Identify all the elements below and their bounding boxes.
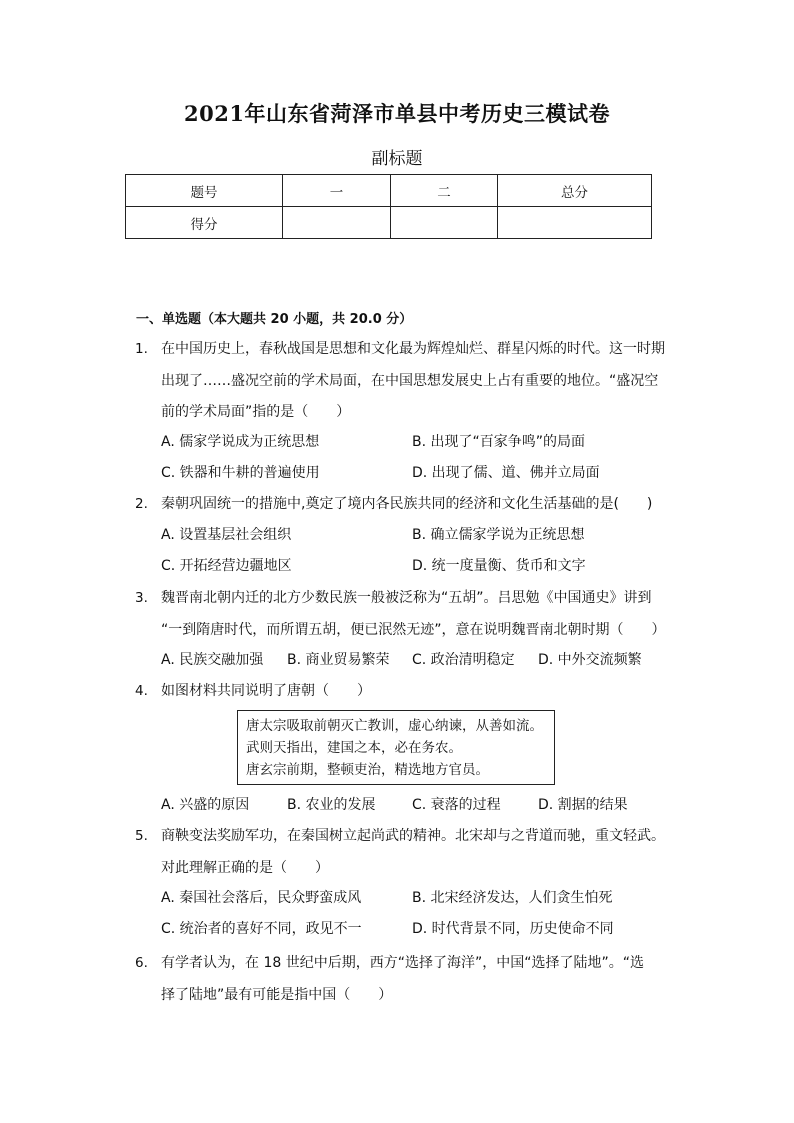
question-line: 秦朝巩固统一的措施中,奠定了境内各民族共同的经济和文化生活基础的是( ) bbox=[161, 496, 653, 512]
question-line: 商鞅变法奖励军功，在秦国树立起尚武的精神。北宋却与之背道而驰，重文轻武。 bbox=[161, 828, 665, 844]
option-b: B. 确立儒家学说为正统思想 bbox=[412, 527, 585, 543]
question-stem bbox=[161, 948, 671, 1011]
material-line: 唐玄宗前期，整顿吏治，精选地方官员。 bbox=[246, 762, 489, 778]
option-a: A. 秦国社会落后，民众野蛮成风 bbox=[161, 890, 362, 906]
score-cell-part-1 bbox=[283, 207, 391, 239]
question-line: 在中国历史上，春秋战国是思想和文化最为辉煌灿烂、群星闪烁的时代。这一时期 bbox=[161, 341, 665, 357]
option-a: A. 民族交融加强 bbox=[161, 652, 264, 668]
option-d: D. 出现了儒、道、佛并立局面 bbox=[412, 465, 600, 481]
option-c: C. 铁器和牛耕的普遍使用 bbox=[161, 465, 320, 481]
question-line: 前的学术局面”指的是（ ） bbox=[161, 404, 351, 420]
option-b: B. 北宋经济发达，人们贪生怕死 bbox=[412, 890, 613, 906]
exam-subtitle: 副标题 bbox=[371, 149, 423, 169]
option-b: B. 出现了“百家争鸣”的局面 bbox=[412, 434, 586, 450]
option-b: B. 商业贸易繁荣 bbox=[287, 652, 390, 668]
section-heading: 一、单选题（本大题共 20 小题，共 20.0 分） bbox=[136, 312, 413, 327]
option-c: C. 衰落的过程 bbox=[412, 797, 501, 813]
question-number: 1. bbox=[135, 341, 148, 357]
option-d: D. 割据的结果 bbox=[538, 797, 628, 813]
question-line: 对此理解正确的是（ ） bbox=[161, 859, 329, 876]
question-line: “一到隋唐时代，而所谓五胡，便已泯然无迹”，意在说明魏晋南北朝时期（ ） bbox=[161, 621, 666, 638]
material-line: 武则天指出，建国之本，必在务农。 bbox=[246, 740, 462, 756]
option-d: D. 时代背景不同，历史使命不同 bbox=[412, 921, 614, 937]
option-d: D. 中外交流频繁 bbox=[538, 652, 642, 668]
score-header-total: 总分 bbox=[498, 175, 652, 207]
score-cell-total bbox=[498, 207, 652, 239]
question-number: 6. bbox=[135, 955, 148, 971]
option-c: C. 统治者的喜好不同，政见不一 bbox=[161, 921, 362, 937]
question-number: 4. bbox=[135, 683, 148, 699]
score-table bbox=[125, 174, 652, 239]
option-a: A. 设置基层社会组织 bbox=[161, 527, 292, 543]
question-line: 出现了……盛况空前的学术局面，在中国思想发展史上占有重要的地位。“盛况空 bbox=[161, 372, 659, 389]
material-box bbox=[237, 710, 555, 785]
question-line: 如图材料共同说明了唐朝（ ） bbox=[161, 683, 371, 699]
score-row-label: 得分 bbox=[126, 207, 283, 239]
score-table-score-row bbox=[126, 207, 652, 239]
option-a: A. 兴盛的原因 bbox=[161, 797, 250, 813]
question-stem bbox=[161, 676, 671, 708]
question-stem bbox=[161, 583, 671, 646]
material-line: 唐太宗吸取前朝灭亡教训，虚心纳谏，从善如流。 bbox=[246, 718, 543, 734]
exam-title: 2021年山东省菏泽市单县中考历史三模试卷 bbox=[184, 101, 610, 126]
question-stem bbox=[161, 489, 671, 521]
question-line: 择了陆地”最有可能是指中国（ ） bbox=[161, 986, 393, 1003]
score-table-header-row bbox=[126, 175, 652, 207]
score-header-part-1: 一 bbox=[283, 175, 391, 207]
option-c: C. 政治清明稳定 bbox=[412, 652, 515, 668]
option-c: C. 开拓经营边疆地区 bbox=[161, 558, 292, 574]
score-header-part-2: 二 bbox=[391, 175, 498, 207]
question-number: 2. bbox=[135, 496, 148, 512]
score-header-question-no: 题号 bbox=[126, 175, 283, 207]
question-number: 5. bbox=[135, 828, 148, 844]
question-stem bbox=[161, 334, 671, 429]
question-line: 魏晋南北朝内迁的北方少数民族一般被泛称为“五胡”。吕思勉《中国通史》讲到 bbox=[161, 590, 652, 606]
option-a: A. 儒家学说成为正统思想 bbox=[161, 434, 320, 450]
question-stem bbox=[161, 821, 671, 884]
question-line: 有学者认为，在 18 世纪中后期，西方“选择了海洋”，中国“选择了陆地”。“选 bbox=[161, 955, 644, 971]
question-number: 3. bbox=[135, 590, 148, 606]
score-cell-part-2 bbox=[391, 207, 498, 239]
option-b: B. 农业的发展 bbox=[287, 797, 376, 813]
option-d: D. 统一度量衡、货币和文字 bbox=[412, 558, 586, 574]
